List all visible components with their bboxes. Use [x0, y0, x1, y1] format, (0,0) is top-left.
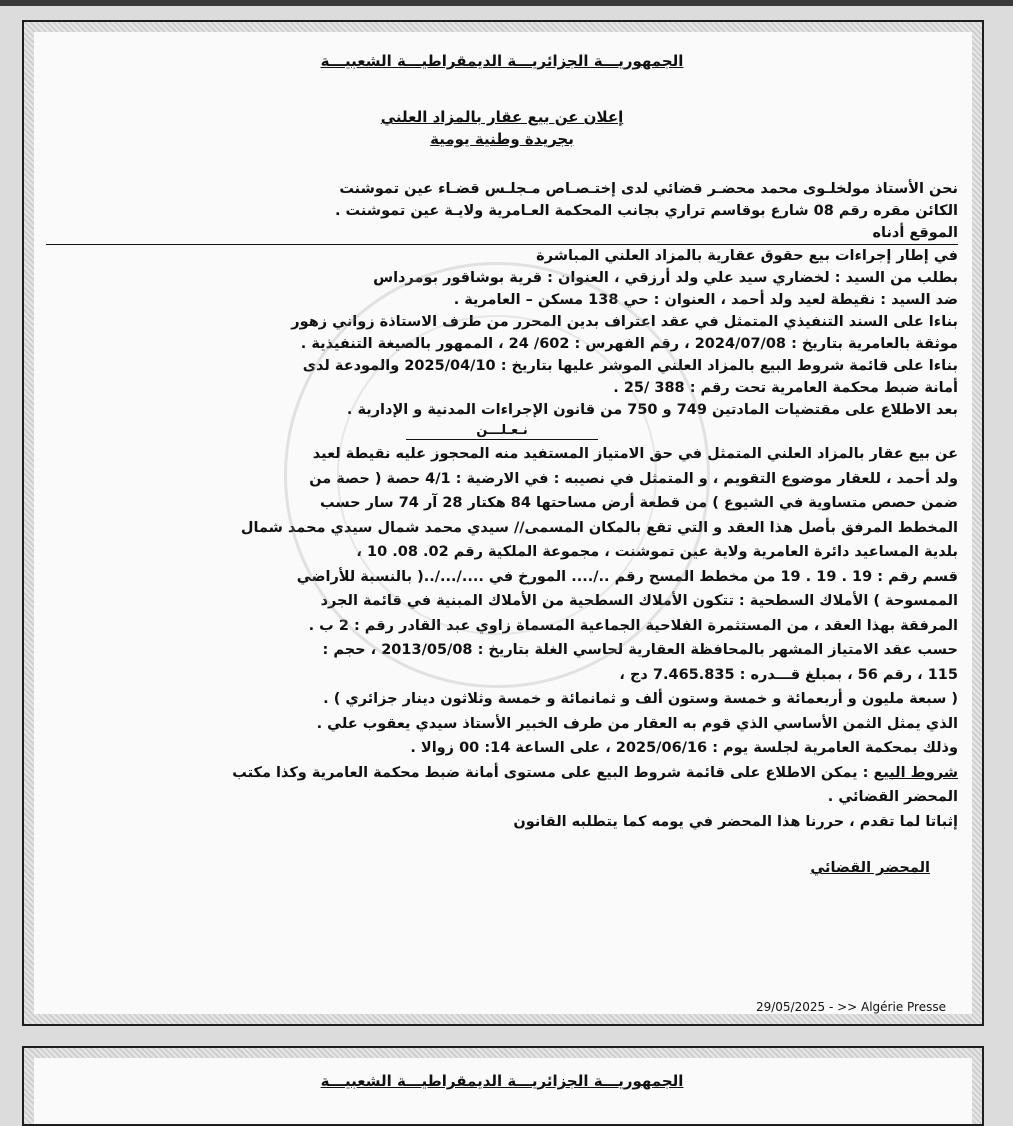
title-basis-line: بناءا على السند التنفيذي المتمثل في عقد اعتراف بدين المحرر من طرف الاستاذة زواني زهور: [291, 314, 958, 330]
notice-frame: [22, 20, 984, 1026]
conditions-list-line: بناءا على قائمة شروط البيع بالمزاد العلني الموشر عليها بتاريخ : 2025/04/10 والمودعة لدى: [302, 358, 958, 374]
top-border-bar: [0, 0, 1013, 6]
signed-below-line: [46, 222, 958, 245]
conditions-end: المحضر القضائي .: [827, 789, 958, 805]
signature-label: المحضر القضائي: [810, 860, 930, 876]
republic-heading: الجمهوريـــة الجزائريـــة الديمقراطيـــة الشعبيـــة: [320, 52, 684, 70]
body-line-8: المرفقة بهذا العقد ، من المستثمرة الفلاحية الجماعية المسماة زاوي عبد القادر رقم : 2 ب .: [308, 617, 958, 634]
bailiff-line-2: الكائن مقره رقم 08 شارع بوقاسم تراري بجانب المحكمة العـامرية ولايـة عين تموشنت .: [334, 203, 958, 219]
notary-line: موثقة بالعامرية بتاريخ : 2024/07/08 ، رقم الفهرس : 602/ 24 ، الممهور بالصيغة التنفيذية .: [300, 336, 958, 352]
second-notice-paper: [34, 1058, 972, 1124]
body-line-1: عن بيع عقار بالمزاد العلني المتمثل في حق الامتياز المستفيد منه المحجوز عليه نقيطة لعيد: [312, 446, 958, 462]
body-line-3: ضمن حصص متساوية في الشيوع ) من قطعة أرض مساحتها 84 هكتار 28 آر 74 سار حسب: [320, 495, 958, 511]
registry-line: أمانة ضبط محكمة العامرية تحت رقم : 388 /25 .: [613, 380, 958, 396]
notice-content: [34, 52, 972, 876]
procedure-line: في إطار إجراءات بيع حقوق عقارية بالمزاد العلني المباشرة: [536, 248, 958, 264]
body-line-2: ولد أحمد ، للعقار موضوع التقويم ، و المتمثل في نصيبه : في الارضية : 4/1 حصة ( حصة من: [309, 470, 958, 487]
body-line-12: الذي يمثل الثمن الأساسي الذي قوم به العقار من طرف الخبير الأستاذ سيدي يعقوب علي .: [316, 715, 958, 732]
body-line-4: المخطط المرفق بأصل هذا العقد و التي تقع بالمكان المسمى// سيدي محمد شمال سيدي محمد شمال: [240, 519, 958, 536]
body-line-10: 115 ، رقم 56 ، بمبلغ قـــدره : 7.465.835 دج ،: [619, 666, 958, 683]
body-line-11: ( سبعة مليون و أربعمائة و خمسة وستون ألف و ثمانمائة و خمسة وثلاثون دينار جزائري ) .: [323, 691, 958, 707]
body-line-13: وذلك بمحكمة العامرية لجلسة يوم : 2025/06/16 ، على الساعة 14: 00 زوالا .: [410, 740, 958, 756]
second-notice-frame: [22, 1046, 984, 1126]
notice-paper: [34, 32, 972, 1014]
plaintiff-line: بطلب من السيد : لخضاري سيد علي ولد أرزقي ، العنوان : قرية بوشاقور بومرداس: [373, 270, 958, 286]
second-republic-heading: الجمهوريـــة الجزائريـــة الديمقراطيـــة الشعبيـــة: [320, 1072, 684, 1090]
body-line-5: بلدية المساعيد دائرة العامرية ولاية عين تموشنت ، مجموعة الملكية رقم 02. 08. 10 ،: [356, 544, 958, 560]
body-line-6: قسم رقم : 19 . 19 . 19 من مخطط المسح رقم ../.... المورخ في ..../.../..( بالنسبة للأراضي: [296, 568, 958, 585]
closing-line: إثباتا لما تقدم ، حررنا هذا المحضر في يومه كما يتطلبه القانون: [513, 813, 958, 830]
conditions-text: : يمكن الاطلاع على قائمة شروط البيع على مستوى أمانة ضبط محكمة العامرية وكذا مكتب: [232, 764, 874, 781]
source-date-tag: 29/05/2025 - >> Algérie Presse: [750, 1000, 952, 1014]
newspaper-subtitle: بجريدة وطنية يومية: [430, 130, 574, 148]
articles-line: بعد الاطلاع على مقتضيات المادتين 749 و 750 من قانون الإجراءات المدنية و الإدارية .: [346, 402, 958, 418]
bailiff-line-1: نحن الأستاذ مولخلـوى محمد محضـر قضائي لدى إختـصـاص مـجلـس قضـاء عين تموشنت: [339, 181, 958, 197]
announce-divider: [46, 423, 958, 440]
second-notice-content: [34, 1072, 972, 1090]
conditions-paragraph: [46, 761, 958, 786]
signed-below: الموقع أدناه: [46, 222, 958, 245]
announcement-title: إعلان عن بيع عقار بالمزاد العلني: [380, 108, 624, 126]
announce-word: نـعـلـــن: [406, 423, 597, 440]
conditions-label: شروط البيع: [873, 764, 958, 781]
body-line-9: حسب عقد الامتياز المشهر بالمحافظة العقارية لحاسي الغلة بتاريخ : 2013/05/08 ، حجم :: [322, 642, 958, 658]
body-line-7: الممسوحة ) الأملاك السطحية : تتكون الأملاك السطحية من الأملاك المبنية في قائمة الجرد: [320, 593, 958, 609]
defendant-line: ضد السيد : نقيطة لعيد ولد أحمد ، العنوان : حي 138 مسكن – العامرية .: [453, 292, 958, 308]
